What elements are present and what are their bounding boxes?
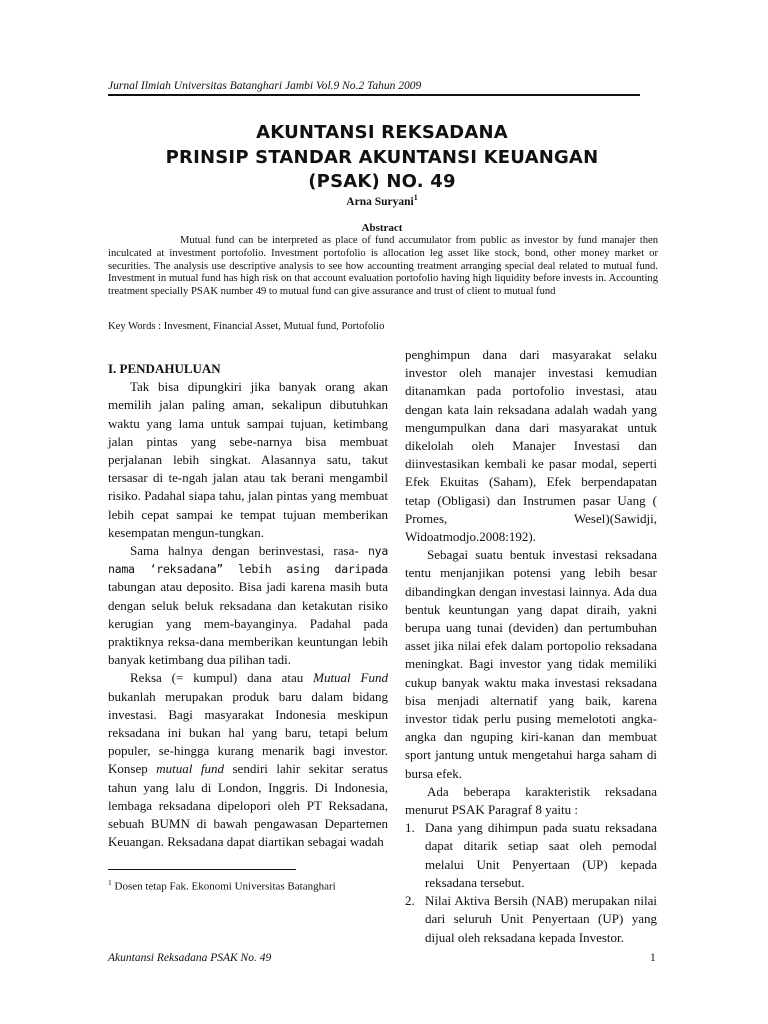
paragraph: Tak bisa dipungkiri jika banyak orang akan memilih jalan paling aman, sekalipun dibutuhkan waktu yang lama untuk sampai tujuan, ketimbang jalan pintas yang sebe-narnya bisa membuat perjalanan lebih singkat. Alasannya satu, takut tersasar di te-ngah jalan atau tak berani mengambil risiko. Padahal siapa tahu, jalan pintas yang membuat lebih cepat sampai ke tempat tujuan memberikan kesempatan mengun-tungkan. [108, 379, 388, 540]
title-line-2: PRINSIP STANDAR AKUNTANSI KEUANGAN [165, 147, 599, 168]
footnote [108, 875, 338, 895]
left-column [108, 360, 388, 851]
list-number: 2. [405, 893, 415, 909]
paragraph: Ada beberapa karakteristik reksadana menurut PSAK Paragraf 8 yaitu : [405, 783, 657, 818]
list-text: Dana yang dihimpun pada suatu reksadana dapat ditarik setiap saat oleh pemodal melalui Unit Penyertaan (UP) kepada reksadana tersebut. [425, 820, 657, 890]
running-footer: Akuntansi Reksadana PSAK No. 49 [108, 952, 272, 964]
paragraph: penghimpun dana dari masyarakat selaku investor oleh manajer investasi kemudian ditanamkan pada portofolio investasi, atau dengan kata lain reksadana adalah wadah yang mengumpulkan dana dari masyarakat untuk dikelolah oleh Manajer Investasi dan diinvestasikan kembali ke pasar modal, seperti Efek Ekuitas (Saham), Efek berpendapatan tetap (Obligasi) dan Instrumen pasar Uang ( Promes, Wesel)(Sawidji, Widoatmodjo.2008:192). [405, 347, 657, 545]
keywords: Key Words : Invesment, Financial Asset, Mutual fund, Portofolio [108, 321, 385, 332]
abstract-heading: Abstract [361, 222, 403, 234]
list-item [405, 819, 657, 892]
section-heading: I. PENDAHULUAN [108, 361, 221, 376]
paragraph-text: Reksa (= kumpul) dana atau [130, 670, 314, 686]
author-name: Arna Suryani [346, 195, 414, 208]
author-footnote-mark: 1 [413, 193, 418, 202]
paragraph-text: tabungan atau deposito. Bisa jadi karena masih buta dengan seluk beluk reksadana dan ketakutan risiko kerugian yang mem-bayanginya. Padahal pada praktiknya reksa-dana memberikan keuntungan lebih banyak ketimbang dua pilihan tadi. [108, 579, 388, 668]
journal-header: Jurnal Ilmiah Universitas Batanghari Jambi Vol.9 No.2 Tahun 2009 [108, 80, 422, 92]
list-text: Nilai Aktiva Bersih (NAB) merupakan nilai dari seluruh Unit Penyertaan (UP) yang dijual oleh reksadana kepada Investor. [425, 893, 657, 945]
italic-term: Mutual Fund [313, 670, 388, 686]
list-item [405, 892, 657, 947]
title-line-3: (PSAK) NO. 49 [308, 171, 456, 192]
footnote-text: Dosen tetap Fak. Ekonomi Universitas Batanghari [111, 880, 336, 893]
page-number: 1 [650, 952, 656, 964]
paragraph [108, 542, 388, 669]
paragraph [108, 669, 388, 851]
header-rule [108, 94, 640, 96]
title-line-1: AKUNTANSI REKSADANA [256, 122, 508, 143]
footnote-rule [108, 869, 296, 870]
paragraph-text-typewriter: nya nama ‘reksadana” lebih asing daripada [108, 544, 388, 577]
author [108, 193, 656, 208]
list-number: 1. [405, 820, 415, 836]
italic-term: mutual fund [156, 761, 224, 777]
paragraph-text: sendiri lahir sekitar seratus tahun yang lalu di London, Inggris. Di Indonesia, lembaga reksadana dipelopori oleh PT Reksadana, sebuah BUMN di bawah pengawasan Departemen Keuangan. Reksadana dapat diartikan sebagai wadah [108, 761, 388, 850]
paragraph-text: Sama halnya dengan berinvestasi, rasa- [130, 543, 359, 559]
right-column [405, 346, 657, 947]
abstract-text: Mutual fund can be interpreted as place of fund accumulator from public as investor by fund manajer then inculcated at investment portofolio. Investment portofolio is allocation leg asset like stock, bond, other money market or securities. The analysis use descriptive analysis to see how accounting treatment arranging special deal related to mutual fund. Investment in mutual fund has high risk on that account evaluation portofolio having high liquidity before invests in. Accounting treatment specially PSAK number 49 to mutual fund can give assurance and trust of client to mutual fund [108, 235, 658, 298]
paragraph: Sebagai suatu bentuk investasi reksadana tentu menjanjikan potensi yang lebih besar dibandingkan dengan investasi lainnya. Ada dua bentuk keuntungan yang dapat diraih, yakni berupa uang tunai (deviden) dan pertumbuhan asset jika nilai efek dalam portopolio reksadana meningkat. Bagi investor yang tidak memiliki cukup banyak waktu maka investasi reksadana bisa menjadi alternatif yang baik, karena investor tidak perlu pusing memelototi angka-angka dan nguping kiri-kanan dan membuat sport jantung untuk mengetahui harga saham di bursa efek. [405, 547, 657, 781]
footnote-mark: 1 [108, 878, 112, 887]
paragraph-text: bukanlah merupakan produk baru dalam bidang investasi. Bagi masyarakat Indonesia meskipun reksadana ini bukan hal yang baru, tetapi belum populer, se-hingga kurang menarik bagi investor. Konsep [108, 688, 388, 777]
